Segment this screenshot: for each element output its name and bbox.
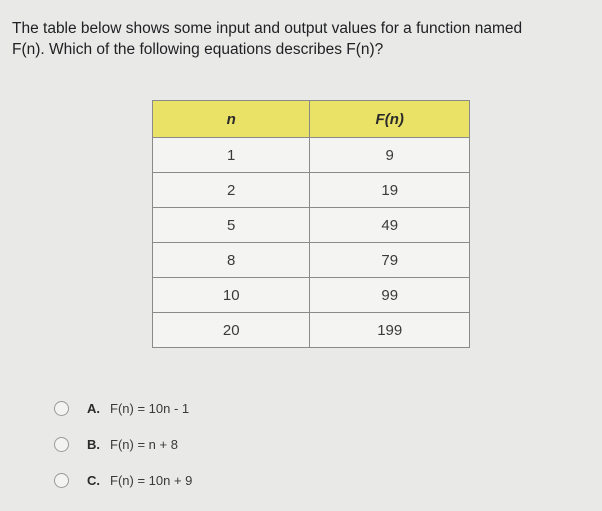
table-row — [153, 313, 470, 348]
cell-f-of-n: 19 — [310, 173, 470, 208]
question-line-2: F(n). Which of the following equations describes F(n)? — [12, 41, 384, 58]
option-equation: F(n) = 10n + 9 — [110, 472, 193, 488]
cell-n: 10 — [153, 278, 310, 313]
option-letter: C. — [87, 472, 100, 488]
header-n: n — [153, 101, 310, 138]
option-c[interactable] — [54, 468, 192, 492]
cell-f-of-n: 9 — [310, 138, 470, 173]
answer-options — [54, 396, 192, 504]
option-b[interactable] — [54, 432, 192, 456]
option-equation: F(n) = 10n - 1 — [110, 400, 190, 416]
cell-n: 20 — [153, 313, 310, 348]
option-a[interactable] — [54, 396, 192, 420]
cell-f-of-n: 79 — [310, 243, 470, 278]
question-line-1: The table below shows some input and output values for a function named — [12, 20, 523, 37]
cell-n: 8 — [153, 243, 310, 278]
cell-f-of-n: 49 — [310, 208, 470, 243]
radio-button-icon[interactable] — [54, 401, 69, 416]
cell-f-of-n: 199 — [310, 313, 470, 348]
question-text — [12, 18, 597, 60]
cell-n: 2 — [153, 173, 310, 208]
table-row — [153, 243, 470, 278]
header-f-of-n: F(n) — [310, 101, 470, 138]
option-letter: A. — [87, 400, 100, 416]
cell-n: 5 — [153, 208, 310, 243]
cell-n: 1 — [153, 138, 310, 173]
option-equation: F(n) = n + 8 — [110, 436, 178, 452]
table-row — [153, 138, 470, 173]
input-output-table — [152, 100, 470, 348]
table-row — [153, 278, 470, 313]
option-letter: B. — [87, 436, 100, 452]
cell-f-of-n: 99 — [310, 278, 470, 313]
function-table — [152, 100, 470, 348]
radio-button-icon[interactable] — [54, 473, 69, 488]
table-header-row — [153, 101, 470, 138]
radio-button-icon[interactable] — [54, 437, 69, 452]
table-row — [153, 208, 470, 243]
table-row — [153, 173, 470, 208]
